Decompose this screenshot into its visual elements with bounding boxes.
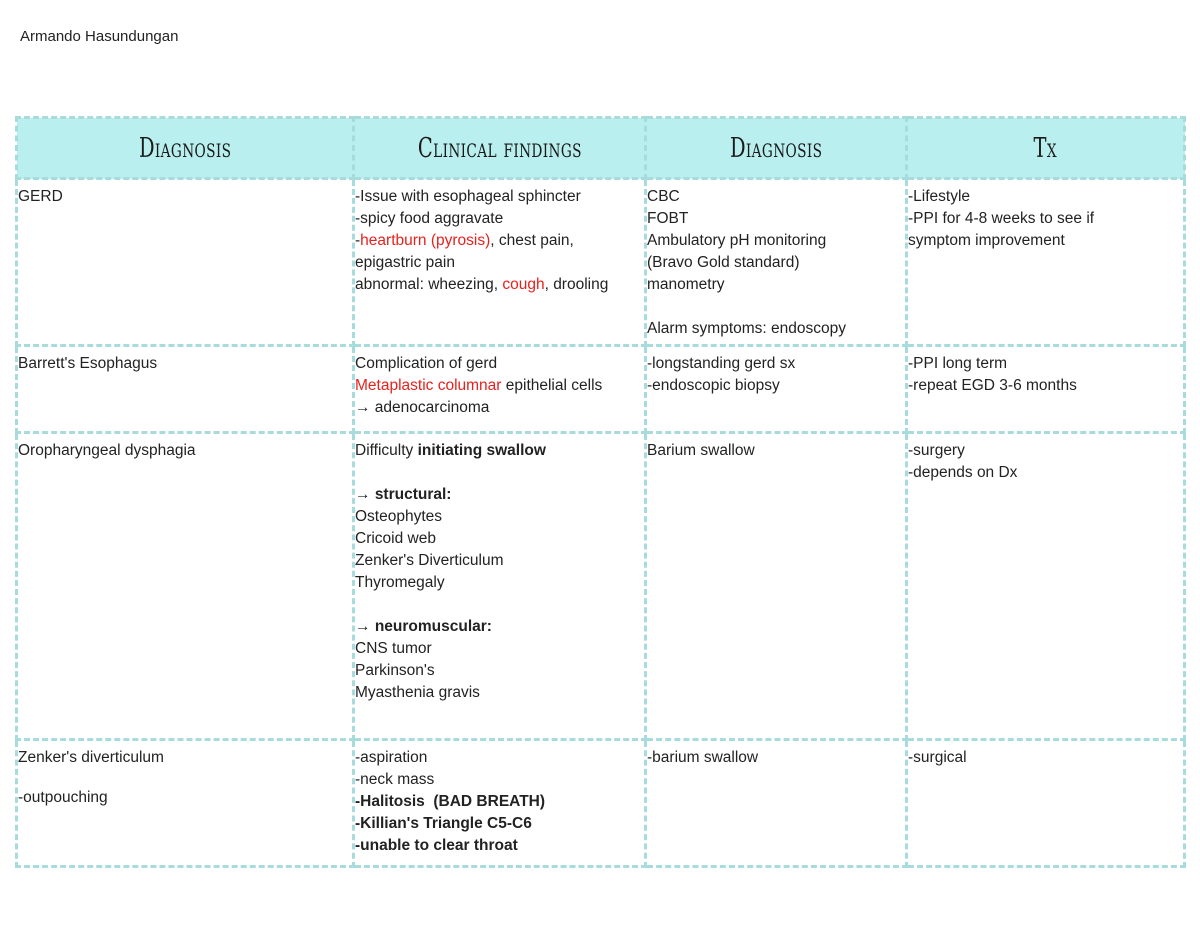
cell-workup (646, 179, 907, 346)
workup-line: CBC (647, 188, 680, 205)
cell-diagnosis (17, 346, 354, 433)
cell-tx (907, 179, 1185, 346)
cell-workup (646, 433, 907, 740)
finding-line: -aspiration (355, 749, 428, 766)
finding-line: -Issue with esophageal sphincter (355, 188, 581, 205)
finding-line: -neck mass (355, 771, 435, 788)
cell-findings (354, 179, 646, 346)
workup-line (647, 296, 905, 318)
finding-line: -Halitosis (BAD BREATH) (355, 793, 546, 810)
finding-line: Parkinson's (355, 662, 435, 679)
workup-line: -endoscopic biopsy (647, 377, 780, 394)
tx-line: symptom improvement (908, 232, 1065, 249)
workup-line: Ambulatory pH monitoring (647, 232, 827, 249)
finding-line: Difficulty initiating swallow (355, 442, 546, 459)
diagnosis-label: GERD (18, 188, 63, 205)
cell-diagnosis (17, 433, 354, 740)
workup-line: Alarm symptoms: endoscopy (647, 320, 846, 337)
finding-line: Zenker's Diverticulum (355, 552, 504, 569)
cell-workup (646, 740, 907, 867)
table-row-zenkers-diverticulum (17, 740, 1185, 867)
finding-subheading: → structural: (355, 486, 452, 503)
finding-line: Thyromegaly (355, 574, 445, 591)
workup-line: -barium swallow (647, 749, 759, 766)
finding-line: -Killian's Triangle C5-C6 (355, 815, 532, 832)
tx-line: -repeat EGD 3-6 months (908, 377, 1077, 394)
finding-line: -heartburn (pyrosis), chest pain, (355, 232, 574, 249)
finding-line: -unable to clear throat (355, 837, 518, 854)
tx-line: -surgical (908, 749, 967, 766)
diagnosis-label: Oropharyngeal dysphagia (18, 442, 196, 459)
cell-findings (354, 740, 646, 867)
cell-tx (907, 740, 1185, 867)
workup-line: manometry (647, 276, 725, 293)
tx-line: -Lifestyle (908, 188, 971, 205)
notes-table (15, 116, 1186, 868)
workup-line: Barium swallow (647, 442, 755, 459)
workup-line: -longstanding gerd sx (647, 355, 796, 372)
finding-line: Cricoid web (355, 530, 436, 547)
highlight-text: heartburn (pyrosis) (360, 232, 491, 249)
finding-line: epigastric pain (355, 254, 455, 271)
finding-line: abnormal: wheezing, cough, drooling (355, 276, 609, 293)
header-clinical-findings: Clinical findings (354, 118, 646, 179)
finding-line: Osteophytes (355, 508, 443, 525)
finding-line: Complication of gerd (355, 355, 498, 372)
diagnosis-note: -outpouching (18, 789, 108, 806)
cell-diagnosis (17, 179, 354, 346)
highlight-text: Metaplastic columnar (355, 377, 502, 394)
cell-diagnosis (17, 740, 354, 867)
header-tx: Tx (907, 118, 1185, 179)
table-row-oropharyngeal-dysphagia (17, 433, 1185, 740)
diagnosis-label: Zenker's diverticulum (18, 749, 164, 766)
finding-line: CNS tumor (355, 640, 432, 657)
tx-line: -depends on Dx (908, 464, 1018, 481)
finding-line: -spicy food aggravate (355, 210, 504, 227)
tx-line: -PPI for 4-8 weeks to see if (908, 210, 1095, 227)
table-row-gerd (17, 179, 1185, 346)
finding-line: Myasthenia gravis (355, 684, 480, 701)
tx-line: -surgery (908, 442, 965, 459)
cell-findings (354, 346, 646, 433)
table-row-barretts (17, 346, 1185, 433)
cell-workup (646, 346, 907, 433)
finding-subheading: → neuromuscular: (355, 618, 492, 635)
highlight-text: cough (502, 276, 545, 293)
diagnosis-label: Barrett's Esophagus (18, 355, 158, 372)
cell-tx (907, 346, 1185, 433)
header-workup: Diagnosis (646, 118, 907, 179)
finding-line: Metaplastic columnar epithelial cells (355, 377, 603, 394)
author-name: Armando Hasundungan (20, 28, 179, 45)
header-row (17, 118, 1185, 179)
finding-line: → adenocarcinoma (355, 399, 490, 416)
header-diagnosis: Diagnosis (17, 118, 354, 179)
cell-findings (354, 433, 646, 740)
workup-line: (Bravo Gold standard) (647, 254, 800, 271)
workup-line: FOBT (647, 210, 689, 227)
cell-tx (907, 433, 1185, 740)
tx-line: -PPI long term (908, 355, 1008, 372)
